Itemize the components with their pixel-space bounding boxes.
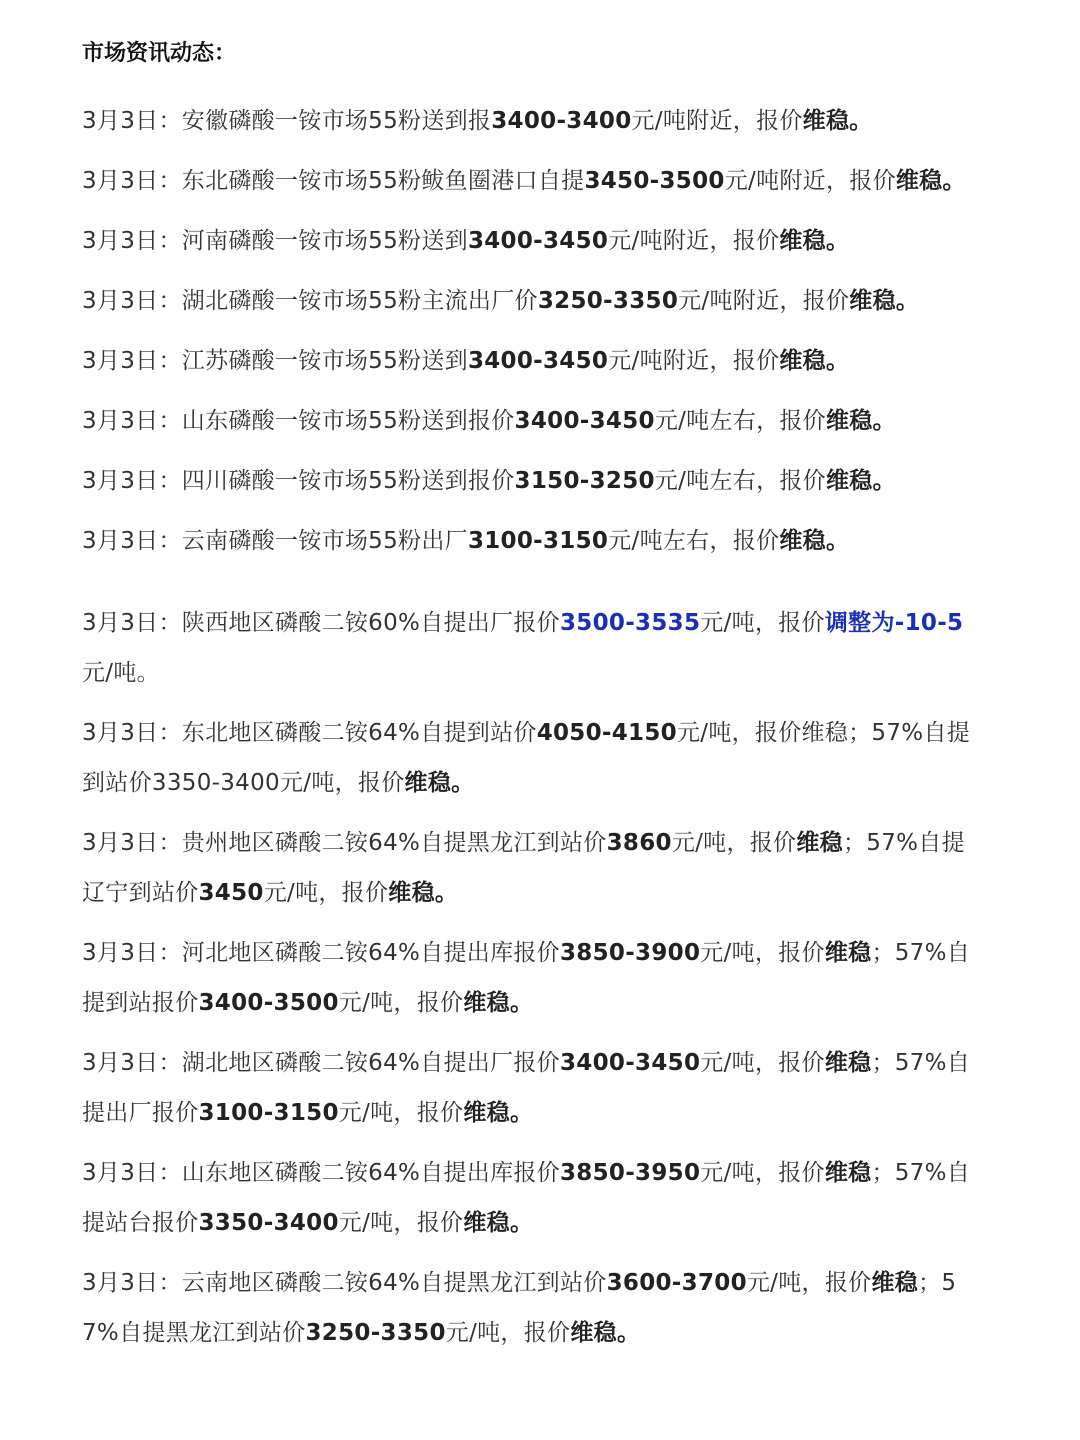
body-text: 元/吨，报价	[263, 880, 389, 906]
body-text: 元/吨。	[82, 660, 160, 686]
body-text: 元/吨附近，报价	[608, 348, 780, 374]
bold-text: 3150-3250	[514, 468, 655, 494]
highlight-text: 调整为-10-5	[824, 610, 964, 636]
bold-text: 维稳	[796, 830, 843, 856]
news-item	[82, 1038, 982, 1138]
body-text: 元/吨，报价维稳；57%自提到站价3350-3400元/吨，报价	[82, 720, 971, 796]
body-text: 3月3日：河北地区磷酸二铵64%自提出库报价	[82, 940, 560, 966]
bold-text: 4050-4150	[536, 720, 677, 746]
bold-text: 3400-3450	[560, 1050, 701, 1076]
body-text: ；57%自提站台报价	[82, 1160, 971, 1236]
body-text: 3月3日：东北地区磷酸二铵64%自提到站价	[82, 720, 537, 746]
body-text: 元/吨，报价	[746, 1270, 872, 1296]
body-text: 3月3日：山东地区磷酸二铵64%自提出库报价	[82, 1160, 560, 1186]
body-text: ；57%自提到站报价	[82, 940, 971, 1016]
bold-text: 3400-3450	[467, 348, 609, 374]
body-text: 元/吨，报价	[700, 1050, 825, 1076]
bold-text: 维稳。	[388, 880, 459, 906]
body-text: 3月3日：湖北磷酸一铵市场55粉主流出厂价	[82, 288, 538, 314]
body-text: ；57%自提辽宁到站价	[82, 830, 965, 906]
bold-text: 3250-3350	[305, 1320, 446, 1346]
news-item	[82, 598, 982, 698]
bold-text: 3100-3150	[198, 1100, 339, 1126]
highlight-text: 3500-3535	[560, 610, 701, 636]
body-text: 3月3日：湖北地区磷酸二铵64%自提出厂报价	[82, 1050, 560, 1076]
bold-text: 维稳。	[895, 168, 966, 194]
bold-text: 维稳。	[463, 1100, 534, 1126]
bold-text: 3250-3350	[537, 288, 679, 314]
body-text: 元/吨，报价	[338, 1210, 464, 1236]
body-text: 元/吨附近，报价	[608, 228, 780, 254]
body-text: 元/吨，报价	[338, 1100, 464, 1126]
body-text: 元/吨，报价	[338, 990, 464, 1016]
body-text: 元/吨，报价	[700, 940, 825, 966]
article-body	[82, 30, 982, 1368]
news-item	[82, 336, 982, 386]
body-text: 元/吨，报价	[445, 1320, 571, 1346]
bold-text: 维稳。	[404, 770, 475, 796]
body-text: 元/吨附近，报价	[724, 168, 896, 194]
bold-text: 3350-3400	[198, 1210, 339, 1236]
bold-text: 维稳	[824, 1050, 872, 1076]
body-text: 3月3日：云南磷酸一铵市场55粉出厂	[82, 528, 468, 554]
body-text: 元/吨左右，报价	[654, 408, 826, 434]
body-text: 3月3日：山东磷酸一铵市场55粉送到报价	[82, 408, 515, 434]
body-text: ；57%自提出厂报价	[82, 1050, 971, 1126]
bold-text: 维稳	[824, 940, 872, 966]
bold-text: 维稳。	[463, 1210, 534, 1236]
body-text: 3月3日：云南地区磷酸二铵64%自提黑龙江到站价	[82, 1270, 607, 1296]
body-text: ；57%自提黑龙江到站价	[82, 1270, 957, 1346]
bold-text: 3850-3950	[560, 1160, 701, 1186]
body-text: 元/吨附近，报价	[678, 288, 850, 314]
news-item	[82, 1258, 982, 1358]
bold-text: 维稳。	[463, 990, 534, 1016]
bold-text: 3100-3150	[467, 528, 609, 554]
bold-text: 维稳。	[779, 228, 850, 254]
bold-text: 3450-3500	[584, 168, 725, 194]
body-text: 元/吨，报价	[700, 1160, 825, 1186]
bold-text: 3450	[198, 880, 264, 906]
bold-text: 3400-3450	[514, 408, 655, 434]
news-list	[82, 96, 982, 1358]
bold-text: 维稳。	[779, 528, 850, 554]
news-item	[82, 96, 982, 146]
bold-text: 维稳。	[779, 348, 850, 374]
bold-text: 维稳。	[849, 288, 920, 314]
bold-text: 维稳。	[825, 408, 896, 434]
bold-text: 维稳。	[570, 1320, 641, 1346]
body-text: 3月3日：四川磷酸一铵市场55粉送到报价	[82, 468, 515, 494]
bold-text: 3850-3900	[560, 940, 701, 966]
news-item	[82, 928, 982, 1028]
news-item	[82, 456, 982, 506]
bold-text: 维稳。	[825, 468, 896, 494]
section-gap	[82, 576, 982, 598]
section-heading: 市场资讯动态：	[82, 41, 237, 66]
bold-text: 3600-3700	[606, 1270, 747, 1296]
news-item	[82, 708, 982, 808]
bold-text: 维稳。	[802, 108, 873, 134]
body-text: 3月3日：贵州地区磷酸二铵64%自提黑龙江到站价	[82, 830, 607, 856]
body-text: 元/吨，报价	[700, 610, 825, 636]
body-text: 3月3日：安徽磷酸一铵市场55粉送到报	[82, 108, 492, 134]
news-item	[82, 396, 982, 446]
news-item	[82, 516, 982, 566]
bold-text: 维稳	[871, 1270, 919, 1296]
body-text: 3月3日：江苏磷酸一铵市场55粉送到	[82, 348, 468, 374]
news-item	[82, 156, 982, 206]
body-text: 元/吨附近，报价	[631, 108, 803, 134]
news-item	[82, 276, 982, 326]
bold-text: 维稳	[824, 1160, 872, 1186]
bold-text: 3400-3400	[491, 108, 632, 134]
bold-text: 3860	[606, 830, 672, 856]
news-item	[82, 818, 982, 918]
body-text: 3月3日：陕西地区磷酸二铵60%自提出厂报价	[82, 610, 560, 636]
news-item	[82, 216, 982, 266]
bold-text: 3400-3450	[467, 228, 609, 254]
body-text: 元/吨左右，报价	[608, 528, 780, 554]
news-item	[82, 1148, 982, 1248]
body-text: 3月3日：东北磷酸一铵市场55粉鲅鱼圈港口自提	[82, 168, 585, 194]
body-text: 元/吨左右，报价	[654, 468, 826, 494]
body-text: 3月3日：河南磷酸一铵市场55粉送到	[82, 228, 468, 254]
body-text: 元/吨，报价	[671, 830, 797, 856]
bold-text: 3400-3500	[198, 990, 339, 1016]
